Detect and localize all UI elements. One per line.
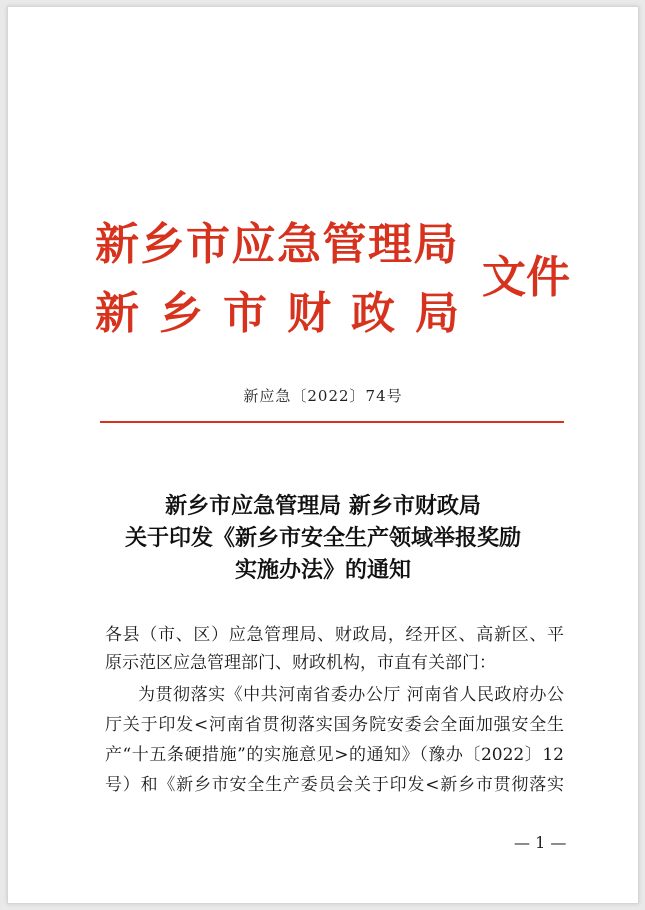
body-line-3: 为贯彻落实《中共河南省委办公厅 河南省人民政府办公 bbox=[138, 685, 564, 705]
title-line-1: 新乡市应急管理局 新乡市财政局 bbox=[165, 494, 481, 519]
document-number: 新应急〔2022〕74号 bbox=[243, 387, 403, 405]
body-line-4: 厅关于印发<河南省贯彻落实国务院安委会全面加强安全生 bbox=[105, 715, 564, 735]
body-line-2: 原示范区应急管理部门、财政机构，市直有关部门： bbox=[105, 653, 496, 673]
title-line-3: 实施办法》的通知 bbox=[234, 558, 411, 583]
document-page bbox=[7, 6, 639, 904]
red-divider-line bbox=[100, 421, 564, 423]
document-type-label: 文件 bbox=[482, 252, 570, 303]
issuer-name-1: 新乡市应急管理局 bbox=[95, 219, 459, 270]
body-line-1: 各县（市、区）应急管理局、财政局，经开区、高新区、平 bbox=[105, 625, 564, 645]
issuer-name-2: 新乡市财政局 bbox=[95, 288, 479, 339]
title-line-2: 关于印发《新乡市安全生产领域举报奖励 bbox=[124, 526, 521, 551]
page-number: — 1 — bbox=[514, 833, 567, 852]
body-line-5: 产“十五条硬措施”的实施意见>的通知》（豫办〔2022〕12 bbox=[105, 745, 564, 765]
body-line-6: 号）和《新乡市安全生产委员会关于印发<新乡市贯彻落实 bbox=[105, 775, 564, 795]
